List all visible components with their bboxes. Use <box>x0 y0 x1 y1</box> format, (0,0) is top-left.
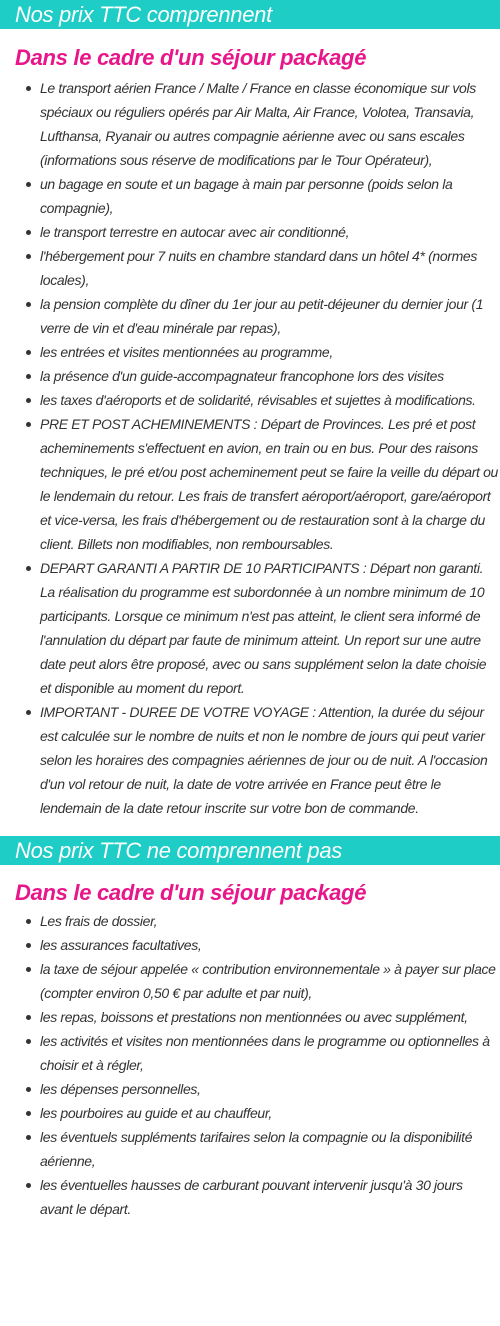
list-item: les éventuels suppléments tarifaires selon la compagnie ou la disponibilité aérienne, <box>40 1125 500 1173</box>
list-item: DEPART GARANTI A PARTIR DE 10 PARTICIPANTS : Départ non garanti. La réalisation du programme est subordonnée à un nombre minimum de 10 participants. Lorsque ce minimum n'est pas atteint, le client sera informé de l'annulation du départ par faute de minimum atteint. Un report sur une autre date peut alors être proposé, avec ou sans supplément selon la date choisie et disponible au moment du report. <box>40 556 500 700</box>
list-item: la taxe de séjour appelée « contribution environnementale » à payer sur place (compter environ 0,50 € par adulte et par nuit), <box>40 957 500 1005</box>
excluded-banner-title: Nos prix TTC ne comprennent pas <box>0 836 500 865</box>
excluded-section <box>0 836 500 1221</box>
included-subtitle: Dans le cadre d'un séjour packagé <box>15 45 367 70</box>
list-item: la pension complète du dîner du 1er jour au petit-déjeuner du dernier jour (1 verre de vin et d'eau minérale par repas), <box>40 292 500 340</box>
list-item: les repas, boissons et prestations non mentionnées ou avec supplément, <box>40 1005 500 1029</box>
list-item: un bagage en soute et un bagage à main par personne (poids selon la compagnie), <box>40 172 500 220</box>
list-item: IMPORTANT - DUREE DE VOTRE VOYAGE : Attention, la durée du séjour est calculée sur le nombre de nuits et non le nombre de jours qui peut varier selon les horaires des compagnies aériennes de jour ou de nuit. A l'occasion d'un vol retour de nuit, la date de votre arrivée en France peut être le lendemain de la date retour inscrite sur votre bon de commande. <box>40 700 500 820</box>
list-item: le transport terrestre en autocar avec air conditionné, <box>40 220 500 244</box>
list-item: les éventuelles hausses de carburant pouvant intervenir jusqu'à 30 jours avant le départ. <box>40 1173 500 1221</box>
excluded-subtitle: Dans le cadre d'un séjour packagé <box>15 880 367 905</box>
list-item: Le transport aérien France / Malte / France en classe économique sur vols spéciaux ou réguliers opérés par Air Malta, Air France, Volotea, Transavia, Lufthansa, Ryanair ou autres compagnie aérienne avec ou sans escales (informations sous réserve de modifications par le Tour Opérateur), <box>40 76 500 172</box>
list-item: les pourboires au guide et au chauffeur, <box>40 1101 500 1125</box>
excluded-list <box>0 908 500 1221</box>
list-item: les taxes d'aéroports et de solidarité, révisables et sujettes à modifications. <box>40 388 500 412</box>
list-item: l'hébergement pour 7 nuits en chambre standard dans un hôtel 4* (normes locales), <box>40 244 500 292</box>
included-list <box>0 73 500 820</box>
list-item: les assurances facultatives, <box>40 933 500 957</box>
included-banner-title: Nos prix TTC comprennent <box>0 0 500 29</box>
list-item: la présence d'un guide-accompagnateur francophone lors des visites <box>40 364 500 388</box>
list-item: Les frais de dossier, <box>40 909 500 933</box>
list-item: PRE ET POST ACHEMINEMENTS : Départ de Provinces. Les pré et post acheminements s'effectuent en avion, en train ou en bus. Pour des raisons techniques, le pré et/ou post acheminement peut se faire la veille du départ ou le lendemain du retour. Les frais de transfert aéroport/aéroport, gare/aéroport et vice-versa, les frais d'hébergement ou de restauration sont à la charge du client. Billets non modifiables, non remboursables. <box>40 412 500 556</box>
list-item: les entrées et visites mentionnées au programme, <box>40 340 500 364</box>
list-item: les activités et visites non mentionnées dans le programme ou optionnelles à choisir et à régler, <box>40 1029 500 1077</box>
list-item: les dépenses personnelles, <box>40 1077 500 1101</box>
